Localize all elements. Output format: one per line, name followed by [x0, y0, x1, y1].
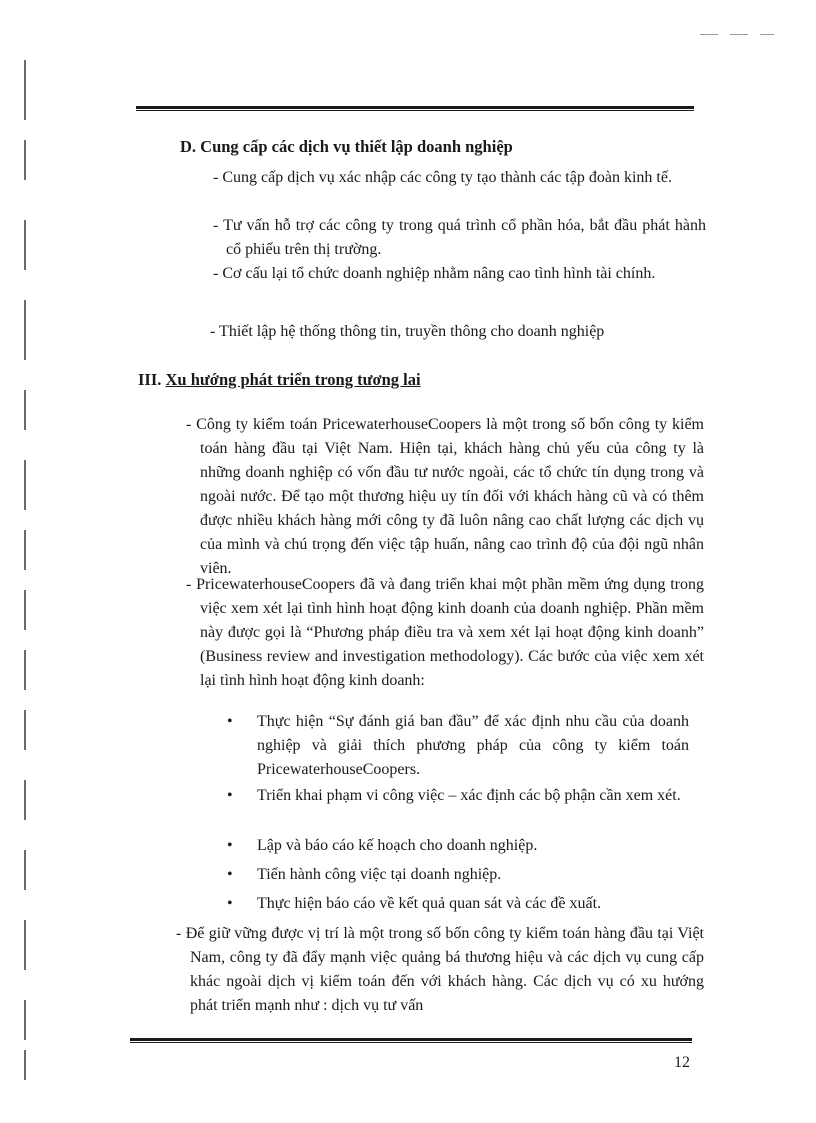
bullet-item [227, 834, 689, 858]
bullet-item [227, 784, 689, 808]
scan-corner-mark [700, 34, 718, 35]
section-d-item: - Tư vấn hỗ trợ các công ty trong quá trình cổ phần hóa, bắt đầu phát hành cổ phiếu trên thị trường. [213, 217, 706, 258]
scan-corner-mark [730, 34, 748, 35]
section-3-paragraph-3: - Để giữ vững được vị trí là một trong số bốn công ty kiểm toán hàng đầu tại Việt Nam, công ty đã đẩy mạnh việc quảng bá thương hiệu và các dịch vụ cung cấp khác ngoài dịch vị kiểm toán đến với khách hàng. Các dịch vụ có xu hướng phát triển mạnh như : dịch vụ tư vấn [176, 925, 704, 1014]
scan-corner-mark [760, 34, 774, 35]
section-3-number: III. [138, 370, 162, 389]
bullet-text: Tiến hành công việc tại doanh nghiệp. [257, 866, 502, 883]
section-3-paragraph-2: - PricewaterhouseCoopers đã và đang triển khai một phần mềm ứng dụng trong việc xem xét lại tình hình hoạt động kinh doanh của doanh nghiệp. Phần mềm này được gọi là “Phương pháp điều tra và xem xét lại hoạt động kinh doanh” (Business review and investigation methodology). Các bước của việc xem xét lại tình hình hoạt động kinh doanh: [186, 576, 704, 689]
bullet-dot: • [227, 837, 233, 854]
bullet-dot: • [227, 895, 233, 912]
bullet-text: Thực hiện “Sự đánh giá ban đầu” để xác định nhu cầu của doanh nghiệp và giải thích phương pháp của công ty kiểm toán PricewaterhouseCoopers. [257, 713, 689, 778]
bullet-item [227, 863, 689, 887]
bullet-text: Triển khai phạm vi công việc – xác định các bộ phận cần xem xét. [257, 787, 681, 804]
section-3-title: Xu hướng phát triển trong tương lai [165, 370, 421, 389]
header-rule [136, 106, 694, 111]
section-3-paragraph-1: - Công ty kiểm toán PricewaterhouseCoopers là một trong số bốn công ty kiểm toán hàng đầu tại Việt Nam. Hiện tại, khách hàng chủ yếu của công ty là những doanh nghiệp có vốn đầu tư nước ngoài, các tổ chức tín dụng trong và ngoài nước. Để tạo một thương hiệu uy tín đối với khách hàng cũ và có thêm được nhiều khách hàng mới công ty đã luôn nâng cao chất lượng các dịch vụ của mình và chú trọng đến việc tập huấn, nâng cao trình độ của đội ngũ nhân viên. [186, 416, 704, 577]
bullet-dot: • [227, 713, 233, 730]
section-3-heading [138, 370, 421, 390]
bullet-item [227, 710, 689, 782]
section-d-item: - Cung cấp dịch vụ xác nhập các công ty tạo thành các tập đoàn kinh tế. [213, 169, 672, 186]
bullet-dot: • [227, 787, 233, 804]
scan-margin-marks [18, 60, 58, 1090]
bullet-text: Lập và báo cáo kế hoạch cho doanh nghiệp. [257, 837, 538, 854]
bullet-text: Thực hiện báo cáo về kết quả quan sát và các đề xuất. [257, 895, 602, 912]
section-d-item: - Thiết lập hệ thống thông tin, truyền thông cho doanh nghiệp [210, 323, 605, 340]
bullet-dot: • [227, 866, 233, 883]
section-d-heading: D. Cung cấp các dịch vụ thiết lập doanh nghiệp [180, 137, 513, 156]
footer-rule [130, 1038, 692, 1043]
bullet-item [227, 892, 689, 916]
page-number: 12 [674, 1054, 690, 1071]
section-d-item: - Cơ cấu lại tổ chức doanh nghiệp nhằm nâng cao tình hình tài chính. [213, 265, 656, 282]
